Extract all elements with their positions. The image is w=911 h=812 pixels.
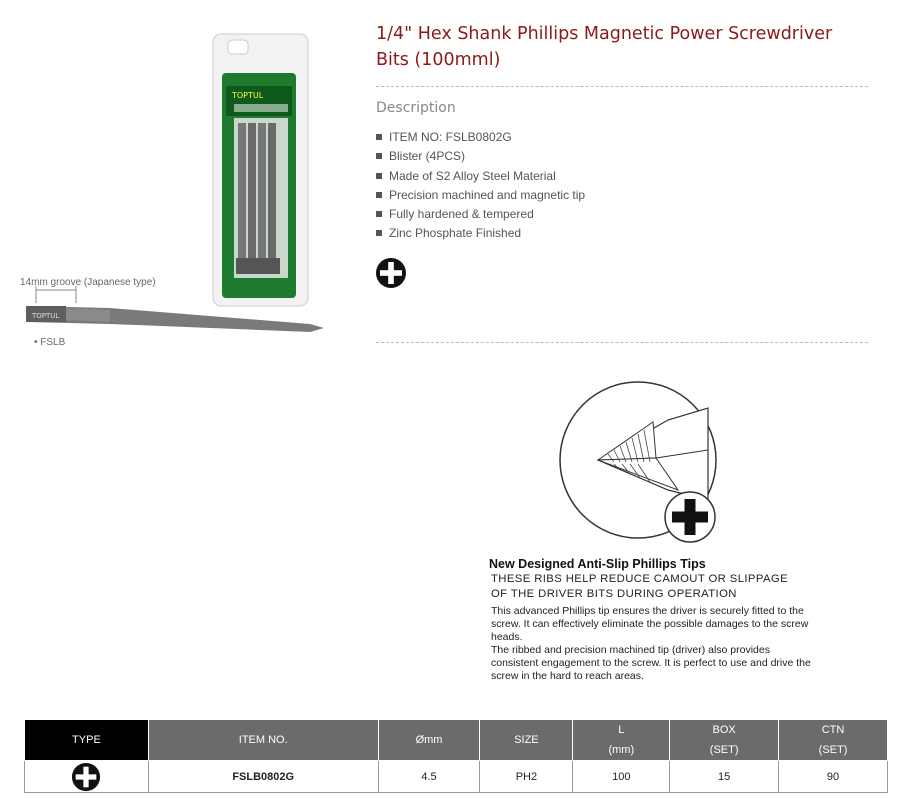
tip-diagram bbox=[480, 375, 810, 695]
product-image bbox=[10, 28, 350, 358]
diagram-paragraph: The ribbed and precision machined tip (driver) also provides consistent engagement to the screw. It is perfect to use and drive the screw in the hard to reach areas. bbox=[491, 644, 811, 682]
product-photo bbox=[10, 28, 350, 358]
description-heading: Description bbox=[376, 100, 456, 116]
svg-text:TOPTUL: TOPTUL bbox=[32, 312, 60, 320]
product-title: 1/4" Hex Shank Phillips Magnetic Power Screwdriver Bits (100mml) bbox=[376, 24, 833, 70]
phillips-cross-icon bbox=[663, 490, 717, 544]
cell-length: 100 bbox=[573, 761, 670, 793]
header-box: BOX (SET) bbox=[670, 720, 779, 761]
list-item: ITEM NO: FSLB0802G bbox=[376, 128, 585, 147]
list-item: Zinc Phosphate Finished bbox=[376, 224, 585, 243]
header-size: SIZE bbox=[480, 720, 573, 761]
series-label: • FSLB bbox=[34, 337, 66, 348]
spec-table bbox=[24, 719, 888, 793]
cell-box: 15 bbox=[670, 761, 779, 793]
cell-item-no: FSLB0802G bbox=[148, 761, 378, 793]
header-diameter: Ømm bbox=[378, 720, 480, 761]
header-length: L (mm) bbox=[573, 720, 670, 761]
phillips-tip-icon bbox=[71, 762, 101, 792]
description-list bbox=[376, 128, 585, 244]
cell-diameter: 4.5 bbox=[378, 761, 480, 793]
groove-label: 14mm groove (Japanese type) bbox=[20, 277, 156, 288]
table-row bbox=[25, 761, 888, 793]
cell-size: PH2 bbox=[480, 761, 573, 793]
list-item: Fully hardened & tempered bbox=[376, 205, 585, 224]
list-item: Precision machined and magnetic tip bbox=[376, 186, 585, 205]
header-type: TYPE bbox=[25, 720, 149, 761]
diagram-subtitle: THESE RIBS HELP REDUCE CAMOUT OR SLIPPAGE OF THE DRIVER BITS DURING OPERATION bbox=[491, 573, 789, 600]
diagram-body bbox=[491, 605, 811, 683]
header-ctn: CTN (SET) bbox=[779, 720, 888, 761]
blister-pack bbox=[213, 34, 308, 306]
phillips-tip-icon bbox=[375, 257, 407, 289]
cell-type bbox=[25, 761, 149, 793]
header-item-no: ITEM NO. bbox=[148, 720, 378, 761]
svg-text:TOPTUL: TOPTUL bbox=[232, 91, 264, 100]
diagram-paragraph: This advanced Phillips tip ensures the driver is securely fitted to the screw. It can effectively eliminate the possible damages to the screw heads. bbox=[491, 605, 809, 643]
diagram-title: New Designed Anti-Slip Phillips Tips bbox=[489, 557, 706, 571]
screwdriver-bit bbox=[26, 306, 324, 332]
table-header-row bbox=[25, 720, 888, 761]
divider bbox=[376, 86, 868, 87]
cell-ctn: 90 bbox=[779, 761, 888, 793]
list-item: Made of S2 Alloy Steel Material bbox=[376, 167, 585, 186]
list-item: Blister (4PCS) bbox=[376, 147, 585, 166]
divider bbox=[376, 342, 868, 343]
